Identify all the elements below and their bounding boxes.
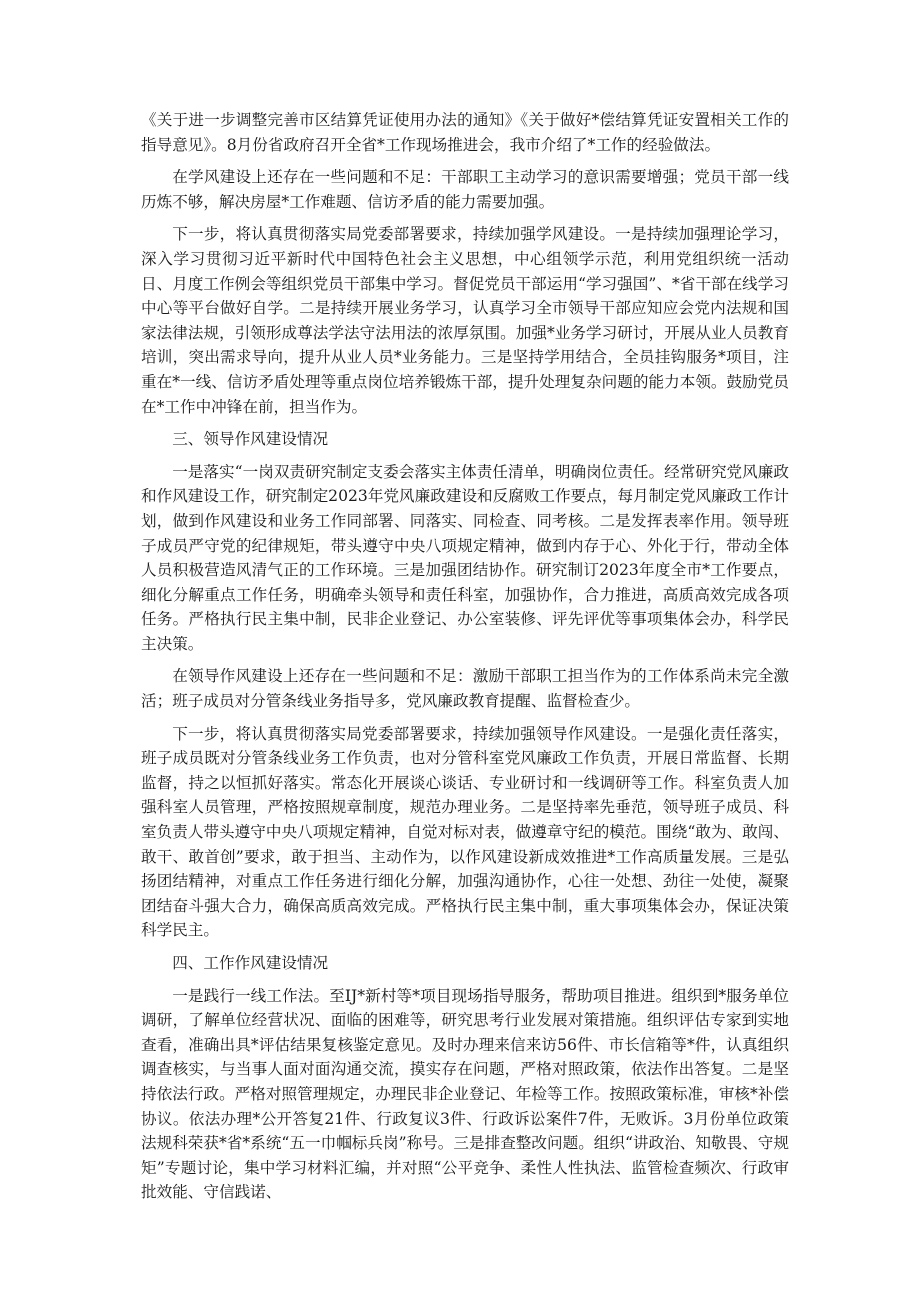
paragraph-study-style-problems: 在学风建设上还存在一些问题和不足：干部职工主动学习的意识需要增强；党员干部一线历炼不够，解决房屋*工作难题、信访矛盾的能力需要加强。	[141, 168, 789, 211]
section-heading-work-style: 四、工作作风建设情况	[172, 954, 329, 972]
paragraph-notice-continuation: 《关于进一步调整完善市区结算凭证使用办法的通知》《关于做好*偿结算凭证安置相关工作的指导意见》。8月份省政府召开全省*工作现场推进会，我市介绍了*工作的经验做法。	[141, 111, 789, 154]
paragraph-leadership-problems: 在领导作风建设上还存在一些问题和不足：激励干部职工担当作为的工作体系尚未完全激活；班子成员对分管条线业务指导多，党风廉政教育提醒、监督检查少。	[141, 667, 789, 711]
document-page	[141, 108, 789, 1205]
paragraph-study-style-next-steps: 下一步，将认真贯彻落实局党委部署要求，持续加强学风建设。一是持续加强理论学习，深入学习贯彻习近平新时代中国特色社会主义思想，中心组领学示范，利用党组织统一活动日、月度工作例会等组织党员干部集中学习。督促党员干部运用“学习强国”、*省干部在线学习中心等平台做好自学。二是持续开展业务学习，认真学习全市领导干部应知应会党内法规和国家法律法规，引领形成尊法学法守法用法的浓厚氛围。加强*业务学习研讨，开展从业人员教育培训，突出需求导向，提升从业人员*业务能力。三是坚持学用结合，全员挂钩服务*项目，注重在*一线、信访矛盾处理等重点岗位培养锻炼干部，提升处理复杂问题的能力本领。鼓励党员在*工作中冲锋在前，担当作为。	[141, 225, 789, 416]
paragraph-leadership-measures: 一是落实“一岗双责研究制定支委会落实主体责任清单，明确岗位责任。经常研究党风廉政和作风建设工作，研究制定2023年党风廉政建设和反腐败工作要点，每月制定党风廉政工作计划，做到作风建设和业务工作同部署、同落实、同检查、同考核。二是发挥表率作用。领导班子成员严守党的纪律规矩，带头遵守中央八项规定精神，做到内存于心、外化于行，带动全体人员积极营造风清气正的工作环境。三是加强团结协作。研究制订2023年度全市*工作要点，细化分解重点工作任务，明确牵头领导和责任科室，加强协作，合力推进，高质高效完成各项任务。严格执行民主集中制，民非企业登记、办公室装修、评先评优等事项集体会办，科学民主决策。	[141, 462, 789, 653]
paragraph-work-style-measures: 一是践行一线工作法。至IJ*新村等*项目现场指导服务，帮助项目推进。组织到*服务单位调研，了解单位经营状况、面临的困难等，研究思考行业发展对策措施。组织评估专家到实地查看，准确出具*评估结果复核鉴定意见。及时办理来信来访56件、市长信箱等*件，认真组织调查核实，与当事人面对面沟通交流，摸实存在问题，严格对照政策，依法作出答复。二是坚持依法行政。严格对照管理规定，办理民非企业登记、年检等工作。按照政策标准，审核*补偿协议。依法办理*公开答复21件、行政复议3件、行政诉讼案件7件，无败诉。3月份单位政策法规科荣获*省*系统“五一巾帼标兵岗”称号。三是排查整改问题。组织“讲政治、知敬畏、守规矩”专题讨论，集中学习材料汇编，并对照“公平竞争、柔性人性执法、监管检查频次、行政审批效能、守信践诺、	[141, 986, 789, 1202]
section-heading-leadership-style: 三、领导作风建设情况	[172, 430, 329, 449]
paragraph-leadership-next-steps: 下一步，将认真贯彻落实局党委部署要求，持续加强领导作风建设。一是强化责任落实，班子成员既对分管条线业务工作负责，也对分管科室党风廉政工作负责，开展日常监督、长期监督，持之以恒抓好落实。常态化开展谈心谈话、专业研讨和一线调研等工作。科室负责人加强科室人员管理，严格按照规章制度，规范办理业务。二是坚持率先垂范，领导班子成员、科室负责人带头遵守中央八项规定精神，自觉对标对表，做遵章守纪的模范。围绕“敢为、敢闯、敢干、敢首创”要求，敢于担当、主动作为，以作风建设新成效推进*工作高质量发展。三是弘扬团结精神，对重点工作任务进行细化分解，加强沟通协作，心往一处想、劲往一处使，凝聚团结奋斗强大合力，确保高质高效完成。严格执行民主集中制，重大事项集体会办，保证决策科学民主。	[141, 724, 789, 940]
